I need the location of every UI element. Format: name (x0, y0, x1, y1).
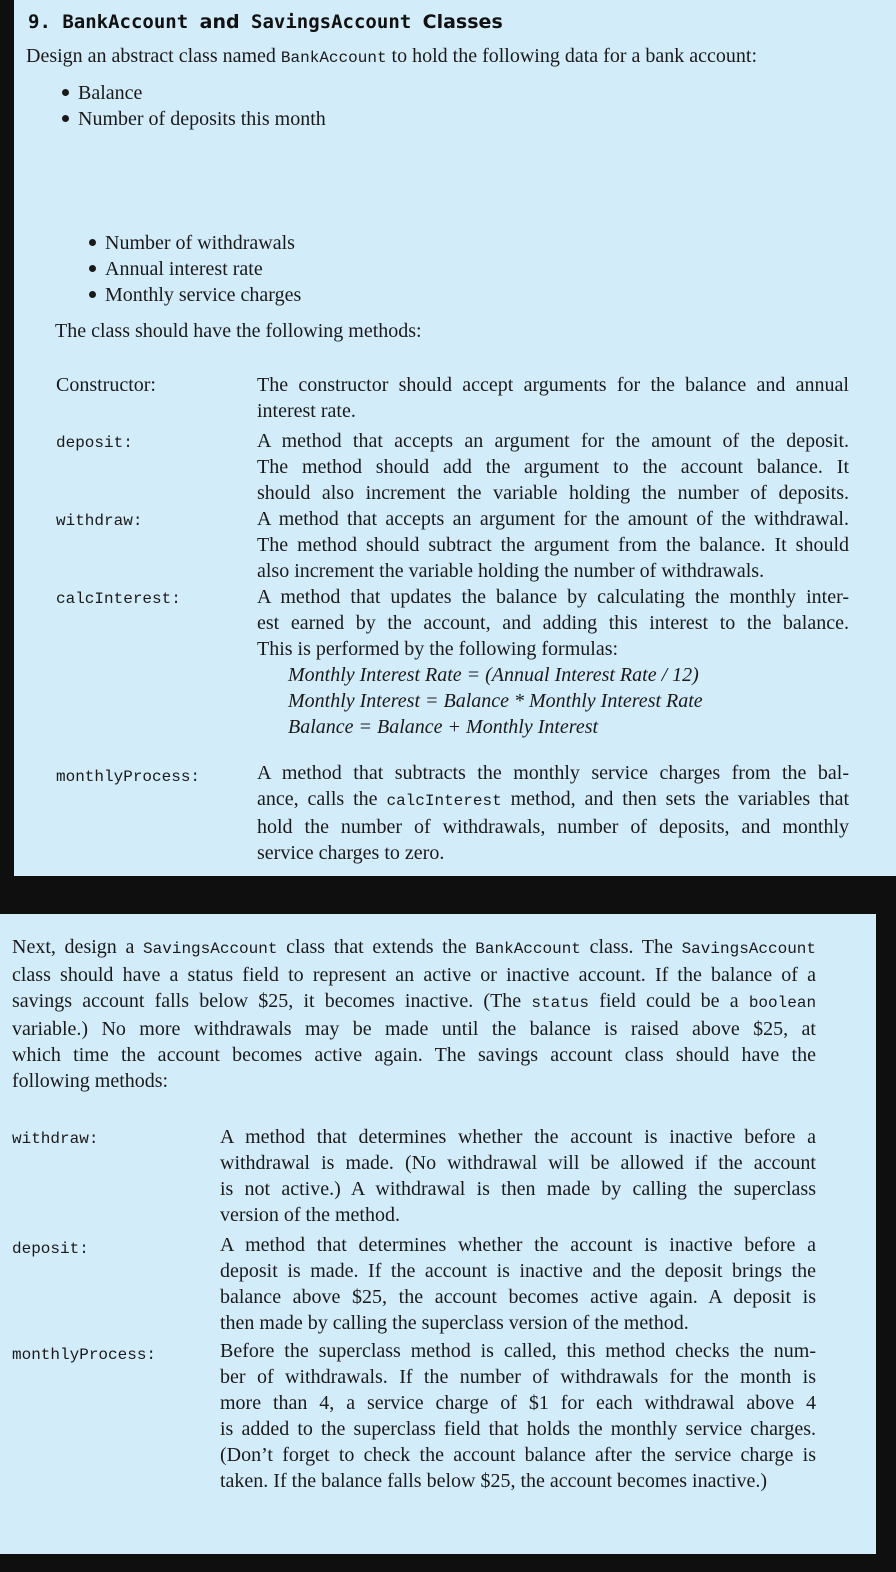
method-term-monthlyprocess: monthlyProcess: (56, 768, 201, 786)
list-item: Balance (78, 82, 143, 104)
bullet-icon (89, 291, 96, 298)
bullet-icon (89, 239, 96, 246)
savings-term-monthlyprocess: monthlyProcess: (12, 1346, 157, 1364)
savings-desc-withdraw: A method that determines whether the account is inactive before a withdrawal is made. (No withdrawal will be allowed if the account is not active.) A withdrawal is then made by calling the superclass version of the method. (220, 1126, 816, 1226)
method-term-deposit: deposit: (56, 434, 133, 452)
savings-desc-monthlyprocess: Before the superclass method is called, this method checks the num- ber of withdrawals. If the number of withdrawals for the month is more than 4, a service charge of $1 for each withdrawal above 4 is added to the superclass field that holds the monthly service charges. (Don’t forget to check the account balance after the service charge is taken. If the balance falls below $25, the account becomes inactive.) (220, 1340, 816, 1492)
textbook-panel-savingsaccount (0, 914, 876, 1554)
exercise-heading: 9. BankAccount and SavingsAccount Classes (28, 11, 503, 33)
interest-formulas: Monthly Interest Rate = (Annual Interest Rate / 12) Monthly Interest = Balance * Monthly Interest Rate Balance = Balance + Monthly Interest (288, 664, 703, 738)
method-desc-constructor: The constructor should accept arguments for the balance and annual interest rate. (257, 374, 849, 422)
list-item: Annual interest rate (105, 258, 263, 280)
methods-intro: The class should have the following methods: (55, 320, 422, 342)
list-item: Monthly service charges (105, 284, 302, 306)
method-desc-monthlyprocess: A method that subtracts the monthly service charges from the bal- ance, calls the calcInterest method, and then sets the variables that hold the number of withdrawals, number of deposits, and monthly service charges to zero. (257, 762, 850, 864)
intro-paragraph: Design an abstract class named BankAccount to hold the following data for a bank account: (26, 45, 757, 67)
method-term-constructor: Constructor: (56, 374, 156, 396)
list-item: Number of withdrawals (105, 232, 295, 254)
textbook-panel-bankaccount (14, 0, 896, 876)
list-item: Number of deposits this month (78, 108, 326, 130)
method-term-withdraw: withdraw: (56, 512, 143, 530)
method-desc-withdraw: A method that accepts an argument for the amount of the withdrawal. The method should subtract the argument from the balance. It should also increment the variable holding the number of withdrawals. (257, 508, 849, 582)
savings-desc-deposit: A method that determines whether the account is inactive before a deposit is made. If the account is inactive and the deposit brings the balance above $25, the account becomes active again. A deposit is then made by calling the superclass version of the method. (220, 1234, 816, 1334)
bullet-icon (62, 89, 69, 96)
savings-term-withdraw: withdraw: (12, 1130, 99, 1148)
method-desc-calcinterest: A method that updates the balance by calculating the monthly inter- est earned by the account, and adding this interest to the balance. This is performed by the following formulas: (257, 586, 849, 660)
method-term-calcinterest: calcInterest: (56, 590, 181, 608)
savings-intro-paragraph: Next, design a SavingsAccount class that extends the BankAccount class. The SavingsAccount class should have a status field to represent an active or inactive account. If the balance of a savings account falls below $25, it becomes inactive. (The status field could be a boolean variable.) No more withdrawals may be made until the balance is raised above $25, at which time the account becomes active again. The savings account class should have the following methods: (12, 936, 817, 1092)
bullet-icon (89, 265, 96, 272)
method-desc-deposit: A method that accepts an argument for the amount of the deposit. The method should add the argument to the account balance. It should also increment the variable holding the number of deposits. (257, 430, 849, 504)
bullet-icon (62, 115, 69, 122)
savings-term-deposit: deposit: (12, 1240, 89, 1258)
